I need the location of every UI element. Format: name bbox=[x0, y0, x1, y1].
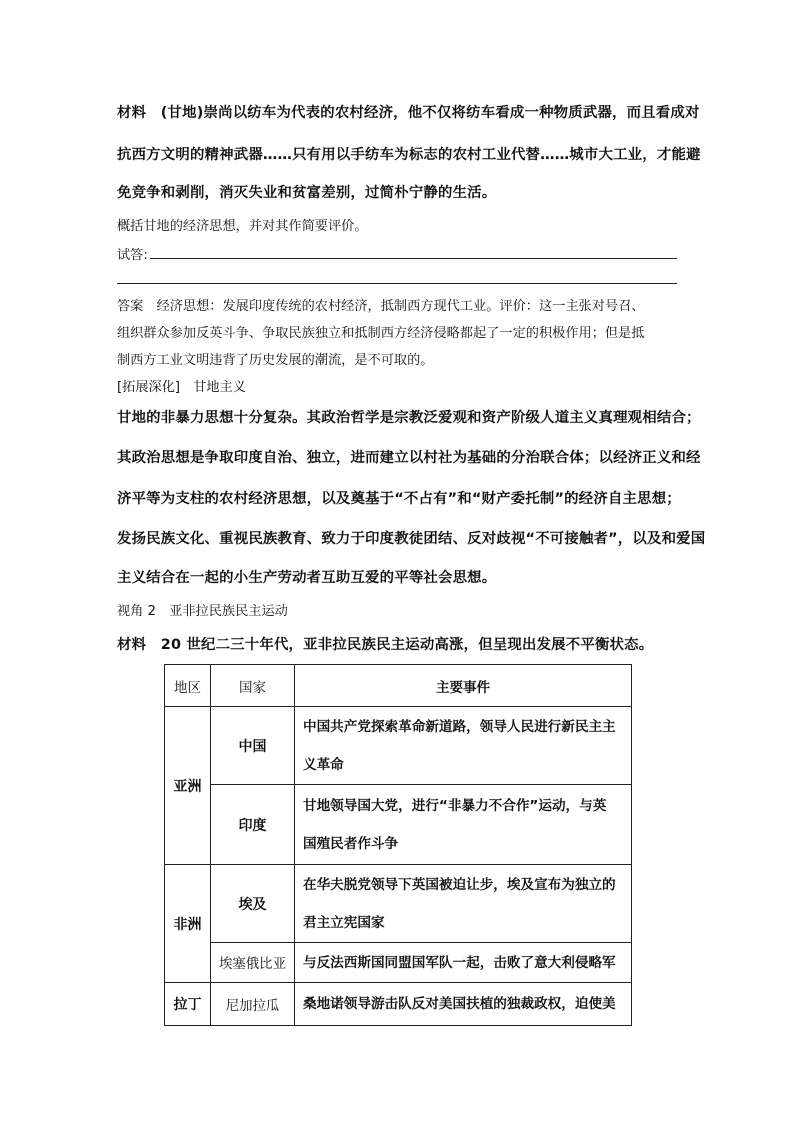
table-row bbox=[165, 785, 632, 865]
table-row bbox=[165, 943, 632, 983]
extension-heading: [拓展深化] 甘地主义 bbox=[117, 380, 246, 395]
material-1-line: 材料 (甘地)崇尚以纺车为代表的农村经济，他不仅将纺车看成一种物质武器，而且看成对 bbox=[117, 105, 700, 121]
region-cell: 拉丁 bbox=[165, 983, 211, 1026]
event-cell bbox=[295, 983, 632, 1026]
extension-line: 主义结合在一起的小生产劳动者互助互爱的平等社会思想。 bbox=[117, 570, 497, 586]
event-cell bbox=[295, 785, 632, 865]
header-country: 国家 bbox=[211, 665, 295, 707]
event-line: 国殖民者作斗争 bbox=[303, 835, 399, 852]
country-cell: 埃及 bbox=[211, 865, 295, 943]
table-header-row bbox=[165, 665, 632, 707]
answer-line: 制西方工业文明违背了历史发展的潮流，是不可取的。 bbox=[117, 353, 434, 368]
event-cell bbox=[295, 707, 632, 785]
extension-line: 济平等为支柱的农村经济思想，以及奠基于“不占有”和“财产委托制”的经济自主思想； bbox=[117, 491, 681, 507]
country-cell: 印度 bbox=[211, 785, 295, 865]
answer-label: 试答: bbox=[117, 248, 148, 263]
event-cell bbox=[295, 865, 632, 943]
table-row bbox=[165, 865, 632, 943]
event-line: 甘地领导国大党，进行“非暴力不合作”运动，与英 bbox=[303, 797, 607, 814]
perspective-2-material: 材料 20 世纪二三十年代，亚非拉民族民主运动高涨，但呈现出发展不平衡状态。 bbox=[117, 637, 654, 653]
event-line: 君主立宪国家 bbox=[303, 914, 385, 931]
country-cell: 中国 bbox=[211, 707, 295, 785]
material-1-line: 免竞争和剥削，消灭失业和贫富差别，过简朴宁静的生活。 bbox=[117, 185, 497, 201]
table-row bbox=[165, 707, 632, 785]
header-region: 地区 bbox=[165, 665, 211, 707]
perspective-2-title: 视角 2 亚非拉民族民主运动 bbox=[117, 604, 288, 619]
event-line: 中国共产党探索革命新道路，领导人民进行新民主主 bbox=[303, 718, 616, 735]
region-cell: 非洲 bbox=[165, 865, 211, 983]
event-cell bbox=[295, 943, 632, 983]
extension-line: 其政治思想是争取印度自治、独立，进而建立以村社为基础的分治联合体；以经济正义和经 bbox=[117, 450, 701, 466]
material-1-line: 抗西方文明的精神武器……只有用以手纺车为标志的农村工业代替……城市大工业，才能避 bbox=[117, 147, 701, 163]
event-line: 与反法西斯国同盟国军队一起，击败了意大利侵略军 bbox=[303, 954, 616, 971]
country-cell: 埃塞俄比亚 bbox=[211, 943, 295, 983]
answer-line: 组织群众参加反英斗争、争取民族独立和抵制西方经济侵略都起了一定的积极作用；但是抵 bbox=[117, 326, 645, 341]
extension-line: 发扬民族文化、重视民族教育、致力于印度教徒团结、反对歧视“不可接触者”，以及和爱国 bbox=[117, 531, 706, 547]
header-event: 主要事件 bbox=[295, 665, 632, 707]
table-row bbox=[165, 983, 632, 1026]
answer-line: 答案 经济思想：发展印度传统的农村经济，抵制西方现代工业。评价：这一主张对号召、 bbox=[117, 299, 645, 314]
event-line: 在华夫脱党领导下英国被迫让步，埃及宣布为独立的 bbox=[303, 876, 616, 893]
country-cell: 尼加拉瓜 bbox=[211, 983, 295, 1026]
question-text: 概括甘地的经济思想，并对其作简要评价。 bbox=[117, 219, 368, 234]
region-cell: 亚洲 bbox=[165, 707, 211, 865]
event-line: 义革命 bbox=[303, 756, 344, 773]
events-table bbox=[164, 664, 632, 1026]
answer-blank-line[interactable] bbox=[117, 283, 677, 284]
answer-blank-line[interactable] bbox=[150, 258, 677, 259]
extension-line: 甘地的非暴力思想十分复杂。其政治哲学是宗教泛爱观和资产阶级人道主义真理观相结合； bbox=[117, 410, 701, 426]
event-line: 桑地诺领导游击队反对美国扶植的独裁政权，迫使美 bbox=[303, 996, 616, 1012]
